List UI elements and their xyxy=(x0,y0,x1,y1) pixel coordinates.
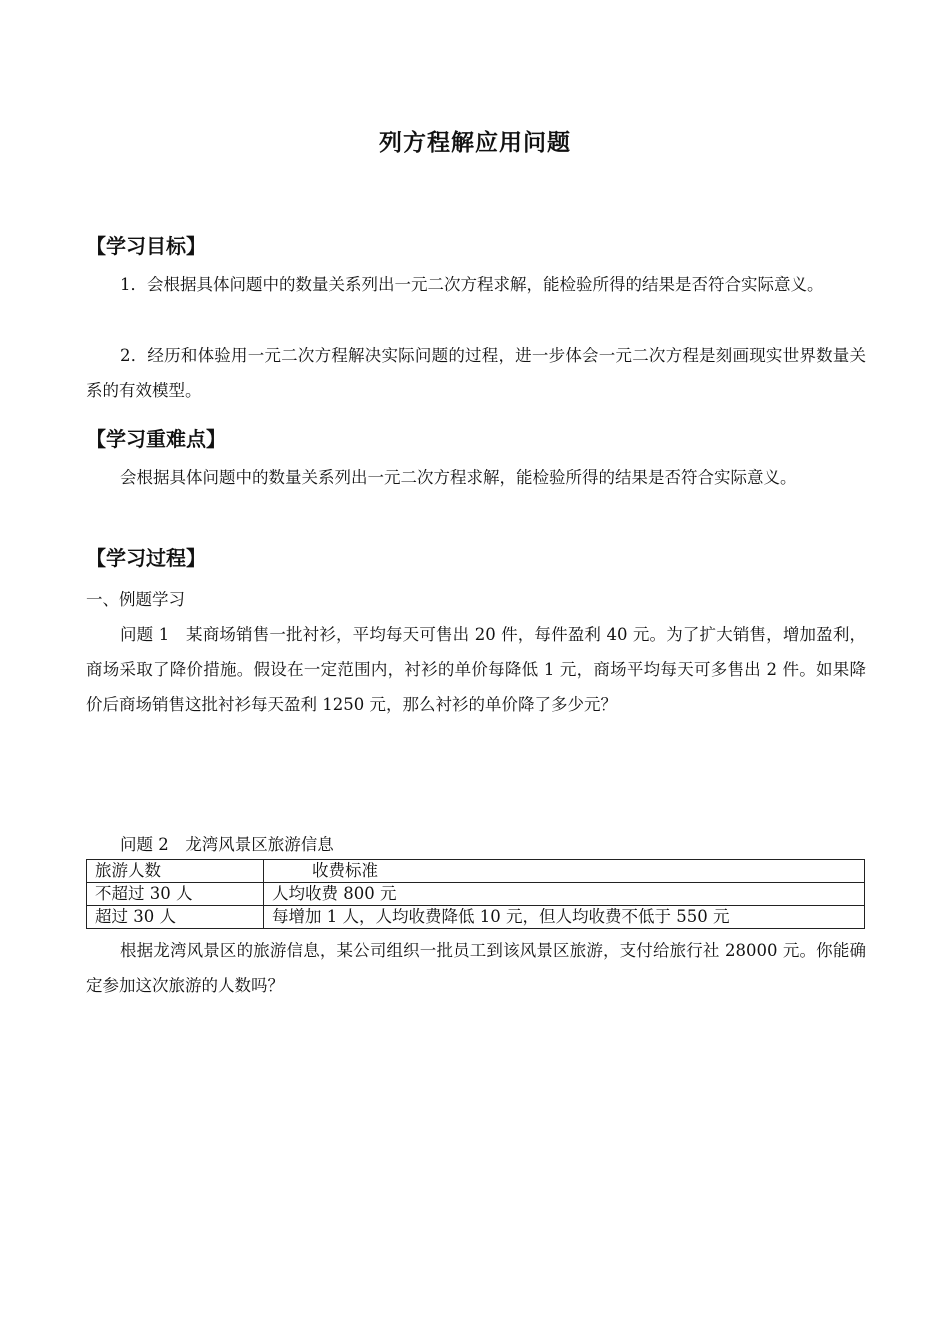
table-cell: 不超过 30 人 xyxy=(87,883,264,906)
table-row xyxy=(87,883,865,906)
table-header-cell: 旅游人数 xyxy=(87,860,264,883)
document-title: 列方程解应用问题 xyxy=(379,130,571,156)
table-cell: 超过 30 人 xyxy=(87,906,264,929)
section-heading-examples: 一、例题学习 xyxy=(86,590,185,609)
key-points-text: 会根据具体问题中的数量关系列出一元二次方程求解，能检验所得的结果是否符合实际意义。 xyxy=(120,468,797,487)
problem-2-text: 根据龙湾风景区的旅游信息，某公司组织一批员工到该风景区旅游，支付给旅行社 28000 元。你能确定参加这次旅游的人数吗？ xyxy=(86,941,866,995)
table-cell: 人均收费 800 元 xyxy=(264,883,865,906)
problem-2-caption: 问题 2 龙湾风景区旅游信息 xyxy=(120,835,334,854)
process-heading: 【学习过程】 xyxy=(86,546,206,570)
objectives-heading: 【学习目标】 xyxy=(86,234,206,258)
key-points-heading: 【学习重难点】 xyxy=(86,427,226,451)
problem-1-text: 问题 1 某商场销售一批衬衫，平均每天可售出 20 件，每件盈利 40 元。为了扩大销售，增加盈利，商场采取了降价措施。假设在一定范围内，衬衫的单价每降低 1 元，商场平均每天可多售出 2 件。如果降价后商场销售这批衬衫每天盈利 1250 元，那么衬衫的单价降了多少元？ xyxy=(86,625,866,714)
table-cell: 每增加 1 人，人均收费降低 10 元，但人均收费不低于 550 元 xyxy=(264,906,865,929)
objective-item-1: 1．会根据具体问题中的数量关系列出一元二次方程求解，能检验所得的结果是否符合实际意义。 xyxy=(120,275,824,294)
fee-table xyxy=(86,859,865,929)
objective-item-2: 2．经历和体验用一元二次方程解决实际问题的过程，进一步体会一元二次方程是刻画现实世界数量关系的有效模型。 xyxy=(86,346,866,400)
table-row xyxy=(87,906,865,929)
table-header-cell: 收费标准 xyxy=(264,860,865,883)
table-header-row xyxy=(87,860,865,883)
